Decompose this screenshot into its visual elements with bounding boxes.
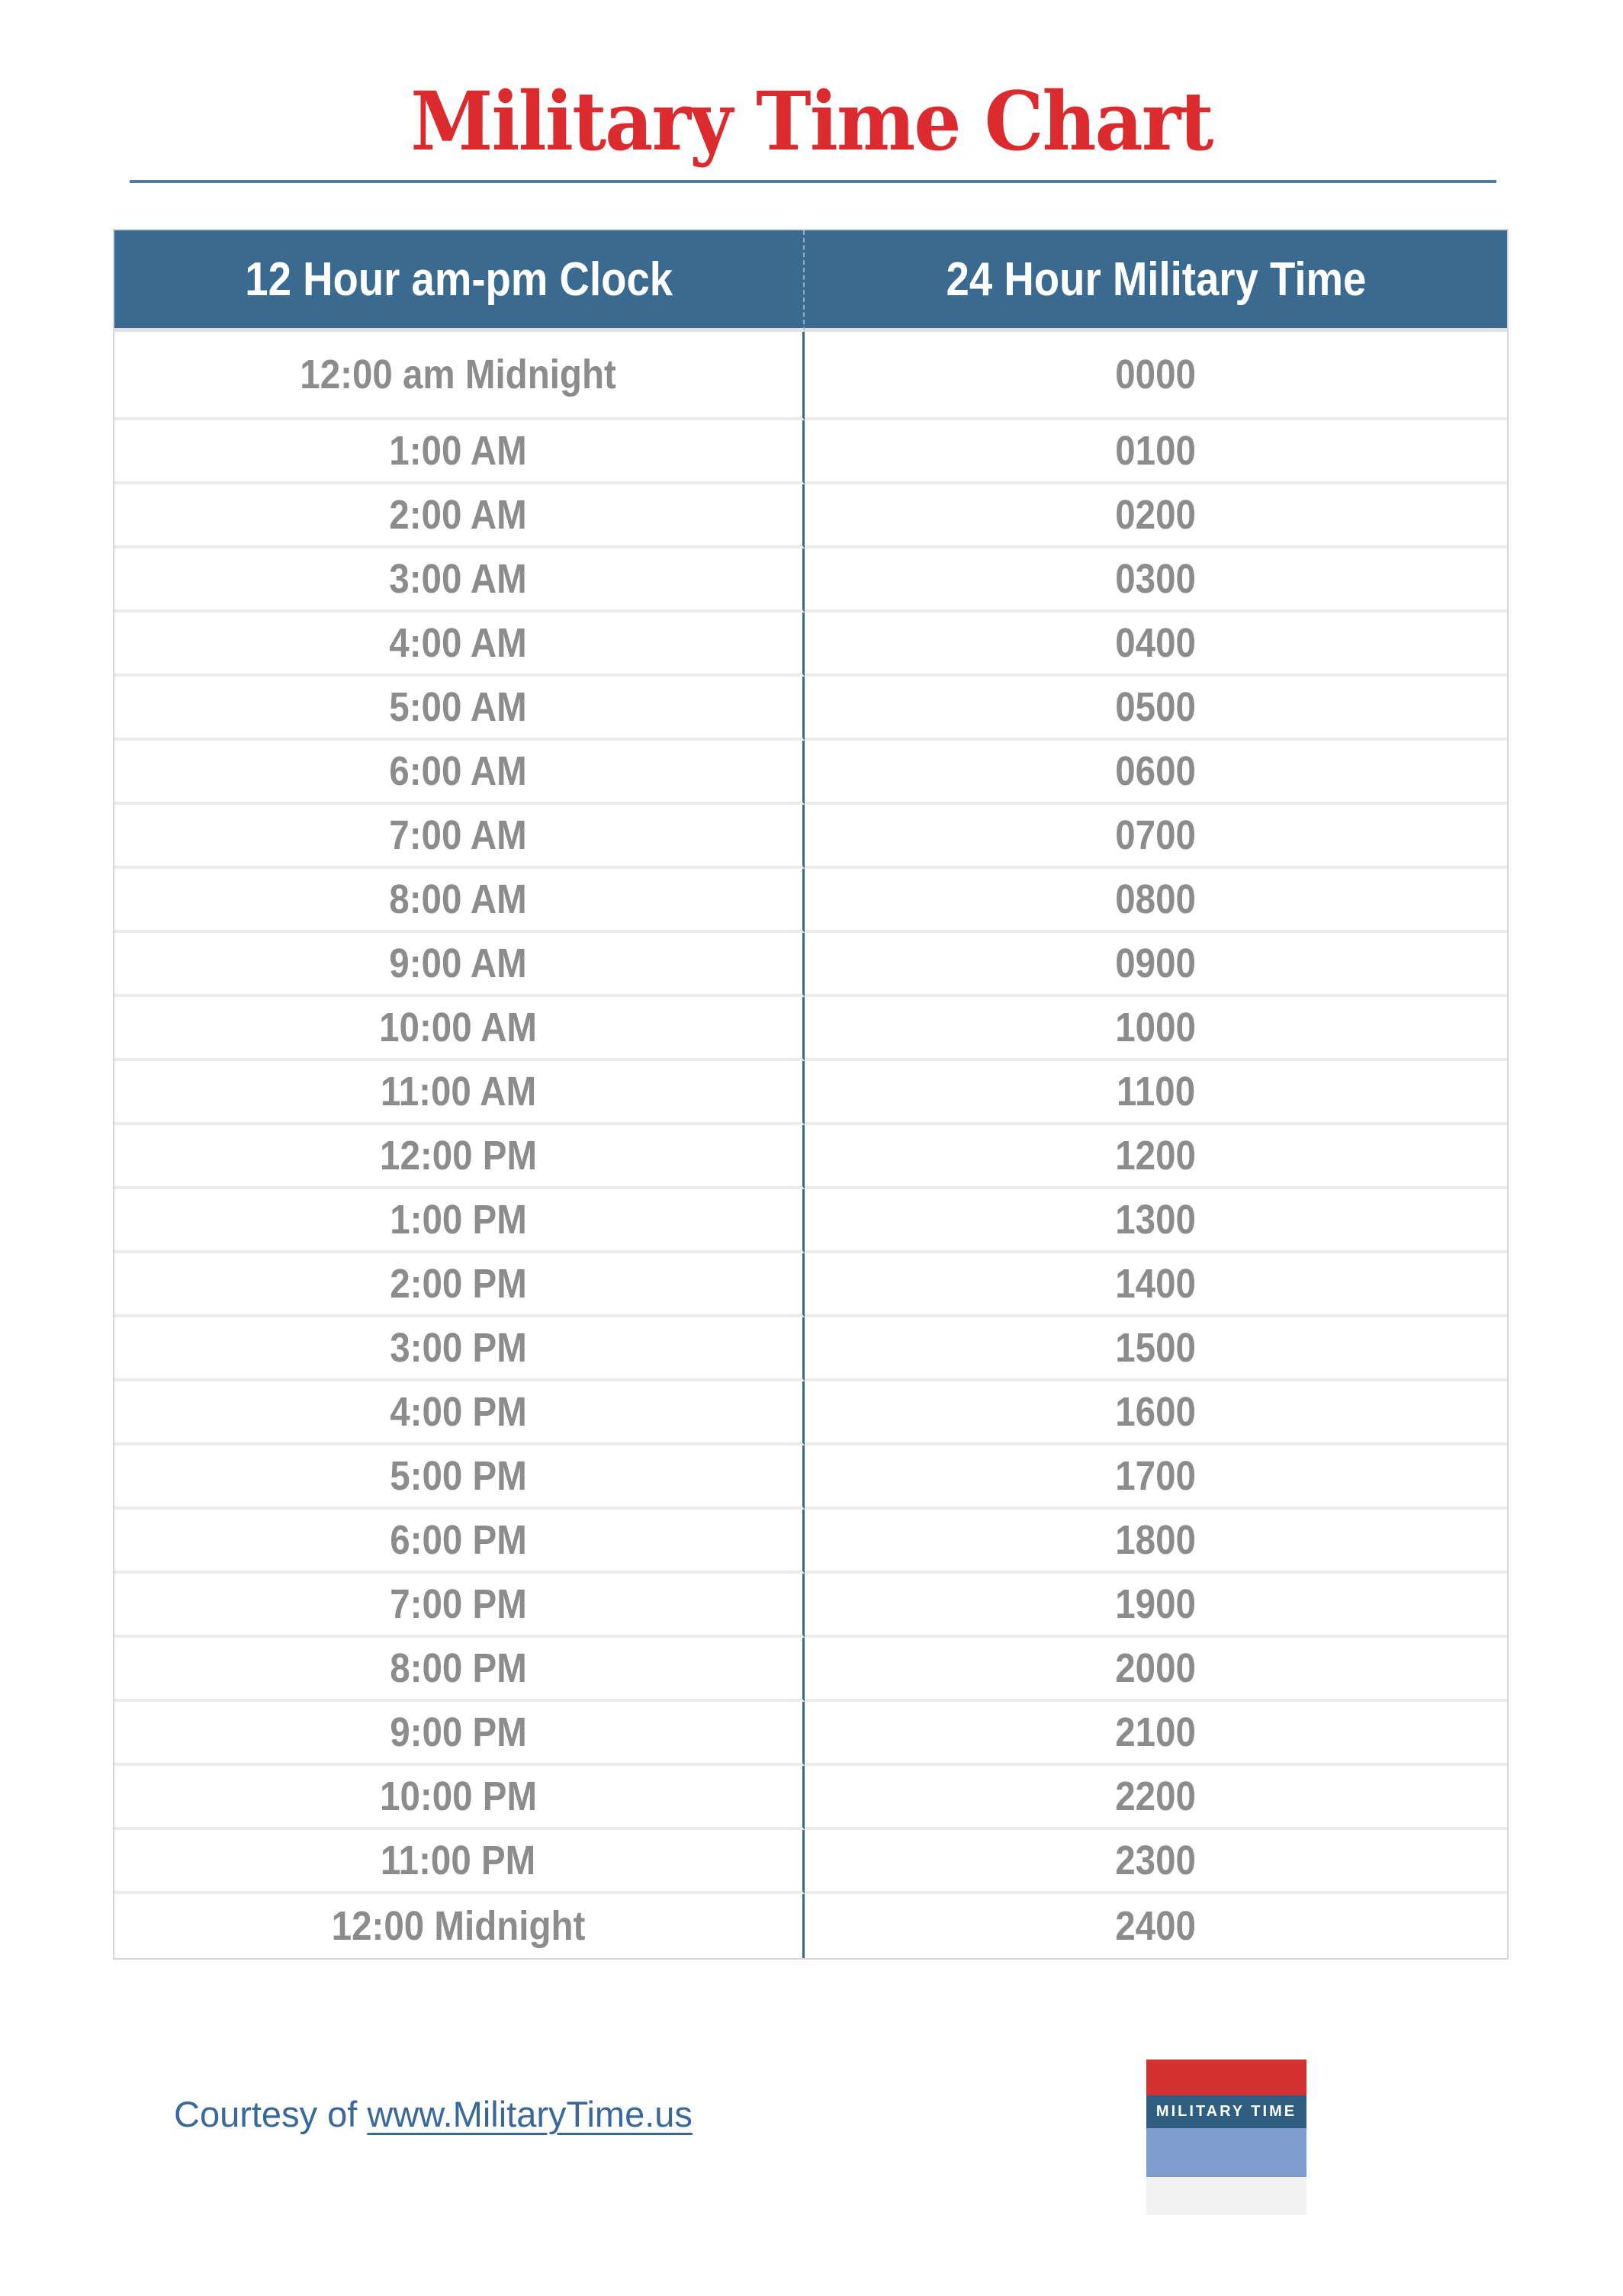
- clock-12h-value: 9:00 AM: [389, 941, 528, 986]
- table-row: [114, 869, 1507, 933]
- table-row: [114, 1445, 1507, 1510]
- table-row: [114, 1638, 1507, 1702]
- clock-12h-cell: [114, 1510, 805, 1574]
- clock-12h-cell: [114, 933, 805, 997]
- header-label-12h: 12 Hour am-pm Clock: [245, 252, 673, 306]
- clock-24h-cell: [805, 613, 1507, 677]
- clock-24h-value: 0400: [1115, 620, 1197, 666]
- clock-12h-cell: [114, 1253, 805, 1317]
- table-row: [114, 1189, 1507, 1253]
- clock-12h-cell: [114, 1445, 805, 1510]
- clock-24h-value: 1100: [1116, 1069, 1196, 1114]
- militarytime-logo: [1146, 2060, 1306, 2215]
- table-row: [114, 1061, 1507, 1125]
- table-row: [114, 1574, 1507, 1638]
- clock-24h-value: 0200: [1115, 492, 1197, 538]
- table-row: [114, 1317, 1507, 1381]
- clock-12h-cell: [114, 677, 805, 741]
- clock-12h-value: 3:00 PM: [390, 1325, 527, 1371]
- clock-12h-value: 7:00 AM: [389, 812, 528, 858]
- clock-24h-value: 0600: [1115, 748, 1197, 794]
- header-cell-12h: [114, 230, 805, 332]
- title-underline-rule: [130, 180, 1496, 183]
- clock-24h-value: 1200: [1115, 1133, 1197, 1179]
- table-row: [114, 613, 1507, 677]
- clock-24h-value: 1800: [1115, 1517, 1197, 1563]
- clock-12h-cell: [114, 332, 805, 420]
- clock-24h-value: 1000: [1115, 1005, 1197, 1050]
- table-row: [114, 933, 1507, 997]
- clock-12h-cell: [114, 1061, 805, 1125]
- clock-12h-value: 1:00 AM: [389, 428, 528, 474]
- clock-24h-cell: [805, 741, 1507, 805]
- clock-24h-cell: [805, 1574, 1507, 1638]
- clock-24h-value: 0000: [1115, 352, 1197, 397]
- clock-12h-value: 8:00 AM: [389, 876, 528, 922]
- clock-12h-cell: [114, 1830, 805, 1894]
- clock-24h-cell: [805, 1894, 1507, 1958]
- clock-12h-value: 2:00 AM: [389, 492, 528, 538]
- clock-24h-value: 1600: [1115, 1389, 1197, 1435]
- clock-12h-cell: [114, 805, 805, 869]
- clock-12h-value: 8:00 PM: [390, 1645, 527, 1691]
- table-header-row: [114, 230, 1507, 332]
- table-row: [114, 997, 1507, 1061]
- clock-24h-cell: [805, 869, 1507, 933]
- clock-24h-cell: [805, 1061, 1507, 1125]
- clock-12h-value: 11:00 AM: [380, 1069, 537, 1114]
- courtesy-prefix: Courtesy of: [174, 2094, 368, 2134]
- clock-24h-value: 0300: [1115, 556, 1197, 602]
- clock-12h-value: 12:00 Midnight: [331, 1903, 586, 1949]
- clock-24h-cell: [805, 1189, 1507, 1253]
- clock-24h-cell: [805, 1766, 1507, 1830]
- clock-12h-value: 2:00 PM: [390, 1261, 527, 1307]
- clock-12h-cell: [114, 1638, 805, 1702]
- clock-24h-cell: [805, 1317, 1507, 1381]
- clock-12h-value: 12:00 PM: [379, 1133, 538, 1179]
- clock-24h-cell: [805, 805, 1507, 869]
- clock-12h-value: 4:00 AM: [389, 620, 528, 666]
- table-row: [114, 1830, 1507, 1894]
- clock-12h-cell: [114, 1894, 805, 1958]
- clock-24h-cell: [805, 1638, 1507, 1702]
- clock-24h-value: 2300: [1115, 1838, 1197, 1883]
- clock-12h-value: 3:00 AM: [389, 556, 528, 602]
- clock-24h-value: 1300: [1115, 1197, 1197, 1243]
- header-label-24h: 24 Hour Military Time: [946, 252, 1366, 306]
- clock-24h-value: 0700: [1115, 812, 1197, 858]
- clock-24h-cell: [805, 1830, 1507, 1894]
- clock-24h-cell: [805, 1445, 1507, 1510]
- clock-24h-value: 0800: [1115, 876, 1197, 922]
- clock-24h-value: 0500: [1115, 684, 1197, 730]
- clock-12h-cell: [114, 997, 805, 1061]
- clock-12h-value: 11:00 PM: [381, 1838, 536, 1883]
- clock-24h-cell: [805, 1381, 1507, 1445]
- militarytime-link[interactable]: www.MilitaryTime.us: [367, 2094, 693, 2134]
- table-row: [114, 1766, 1507, 1830]
- logo-band-red: [1146, 2060, 1306, 2095]
- clock-24h-value: 2000: [1115, 1645, 1197, 1691]
- clock-12h-value: 7:00 PM: [390, 1581, 527, 1627]
- clock-12h-value: 5:00 AM: [389, 684, 528, 730]
- clock-12h-cell: [114, 548, 805, 613]
- clock-24h-value: 0900: [1115, 941, 1197, 986]
- clock-24h-cell: [805, 548, 1507, 613]
- clock-12h-cell: [114, 1574, 805, 1638]
- logo-label: MILITARY TIME: [1155, 2103, 1297, 2120]
- table-row: [114, 1894, 1507, 1958]
- clock-24h-value: 2100: [1115, 1709, 1197, 1755]
- clock-12h-value: 6:00 AM: [389, 748, 528, 794]
- table-row: [114, 1253, 1507, 1317]
- clock-24h-cell: [805, 677, 1507, 741]
- clock-12h-value: 6:00 PM: [390, 1517, 527, 1563]
- clock-12h-cell: [114, 1702, 805, 1766]
- clock-12h-cell: [114, 869, 805, 933]
- table-row: [114, 1510, 1507, 1574]
- clock-12h-cell: [114, 613, 805, 677]
- clock-24h-cell: [805, 1702, 1507, 1766]
- clock-24h-value: 1900: [1115, 1581, 1197, 1627]
- clock-24h-cell: [805, 484, 1507, 548]
- clock-12h-value: 1:00 PM: [390, 1197, 527, 1243]
- table-row: [114, 1125, 1507, 1189]
- clock-12h-cell: [114, 1317, 805, 1381]
- clock-12h-value: 12:00 am Midnight: [300, 352, 617, 397]
- table-row: [114, 677, 1507, 741]
- clock-12h-value: 9:00 PM: [390, 1709, 527, 1755]
- clock-24h-value: 1700: [1115, 1453, 1197, 1499]
- clock-24h-cell: [805, 420, 1507, 484]
- clock-12h-value: 10:00 AM: [379, 1005, 538, 1050]
- logo-band-lightblue: [1146, 2128, 1306, 2177]
- table-row: [114, 484, 1507, 548]
- table-row: [114, 1702, 1507, 1766]
- clock-24h-cell: [805, 332, 1507, 420]
- courtesy-text: [174, 2093, 693, 2135]
- military-time-table: [113, 229, 1509, 1960]
- clock-12h-cell: [114, 1381, 805, 1445]
- clock-24h-cell: [805, 933, 1507, 997]
- logo-band-gray: [1146, 2177, 1306, 2215]
- clock-12h-cell: [114, 1125, 805, 1189]
- table-row: [114, 1381, 1507, 1445]
- table-row: [114, 741, 1507, 805]
- table-row: [114, 548, 1507, 613]
- clock-24h-cell: [805, 1253, 1507, 1317]
- table-row: [114, 332, 1507, 420]
- clock-24h-value: 0100: [1115, 428, 1197, 474]
- clock-24h-cell: [805, 1125, 1507, 1189]
- clock-12h-cell: [114, 741, 805, 805]
- clock-24h-value: 2200: [1115, 1773, 1197, 1819]
- clock-12h-cell: [114, 484, 805, 548]
- table-row: [114, 420, 1507, 484]
- clock-12h-cell: [114, 1189, 805, 1253]
- clock-24h-cell: [805, 1510, 1507, 1574]
- clock-24h-value: 2400: [1115, 1903, 1197, 1949]
- clock-12h-value: 4:00 PM: [390, 1389, 527, 1435]
- logo-band-navy: [1146, 2095, 1306, 2128]
- clock-12h-value: 5:00 PM: [390, 1453, 527, 1499]
- header-cell-24h: [805, 230, 1507, 332]
- clock-12h-cell: [114, 1766, 805, 1830]
- clock-12h-value: 10:00 PM: [379, 1773, 538, 1819]
- clock-24h-value: 1400: [1115, 1261, 1197, 1307]
- clock-24h-cell: [805, 997, 1507, 1061]
- clock-12h-cell: [114, 420, 805, 484]
- clock-24h-value: 1500: [1115, 1325, 1197, 1371]
- page-title: Military Time Chart: [410, 73, 1213, 169]
- table-row: [114, 805, 1507, 869]
